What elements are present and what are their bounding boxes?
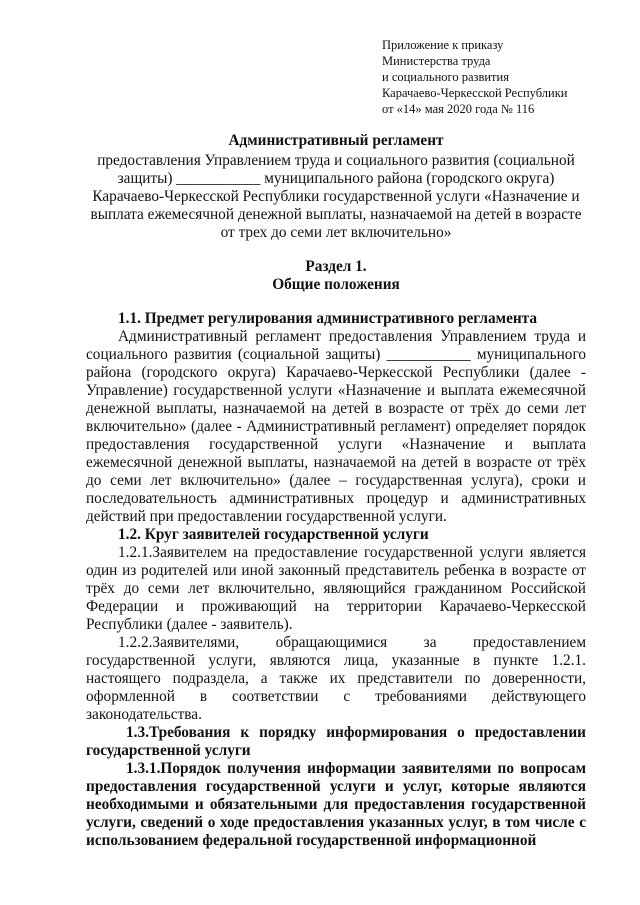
approval-line: и социального развития <box>382 70 509 84</box>
approval-stamp <box>382 37 612 117</box>
paragraph-1-2-2: 1.2.2.Заявителями, обращающимися за предоставлением государственной услуги, являются лица, указанные в пункте 1.2.1. настоящего подраздела, а также их представители по доверенности, оформленной в соответствии с требованиями действующего законодательства. <box>86 634 586 723</box>
section-number: Раздел 1. <box>305 258 367 275</box>
approval-line: от «14» мая 2020 года № 116 <box>382 102 535 116</box>
approval-line: Приложение к приказу <box>382 38 504 52</box>
heading-1-3: 1.3.Требования к порядку информирования о предоставлении государственной услуги <box>86 724 586 759</box>
heading-1-1: 1.1. Предмет регулирования административного регламента <box>118 310 538 327</box>
paragraph-1-1: Административный регламент предоставления Управлением труда и социального развития (социальной защиты) ___________ муниципального района (городского округа) Карачаево-Черкесской Республики (далее - Управление) государственной услуги «Назначение и выплата ежемесячной денежной выплаты, назначаемой на детей в возрасте от трёх до семи лет включительно» (далее - Административный регламент) определяет порядок предоставления государственной услуги «Назначение и выплата ежемесячной денежной выплаты, назначаемой на детей в возрасте от трёх до семи лет включительно» (далее – государственная услуга), сроки и последовательность административных процедур и административных действий при предоставлении государственной услуги. <box>86 328 586 525</box>
document-subtitle: предоставления Управлением труда и социального развития (социальной защиты) ___________ муниципального района (городского округа) Карачаево-Черкесской Республики государственной услуги «Назначение и выплата ежемесячной денежной выплаты, назначаемой на детей в возрасте от трех до семи лет включительно» <box>90 152 582 241</box>
approval-line: Министерства труда <box>382 54 491 68</box>
paragraph-1-2-1: 1.2.1.Заявителем на предоставление государственной услуги является один из родителей или иной законный представитель ребенка в возрасте от трёх до семи лет включительно, являющийся гражданином Российской Федерации и проживающий на территории Карачаево-Черкесской Республики (далее - заявитель). <box>86 544 586 633</box>
title-block <box>86 132 586 242</box>
document-body <box>86 310 586 850</box>
document-title: Административный регламент <box>228 132 444 149</box>
approval-line: Карачаево-Черкесской Республики <box>382 86 568 100</box>
section-heading <box>86 258 586 294</box>
heading-1-2: 1.2. Круг заявителей государственной услуги <box>118 526 429 543</box>
heading-1-3-1: 1.3.1.Порядок получения информации заявителями по вопросам предоставления государственной услуги и услуг, которые являются необходимыми и обязательными для предоставления государственной услуги, сведений о ходе предоставления указанных услуг, в том числе с использованием федеральной государственной информационной <box>86 760 586 849</box>
section-name: Общие положения <box>272 276 400 293</box>
